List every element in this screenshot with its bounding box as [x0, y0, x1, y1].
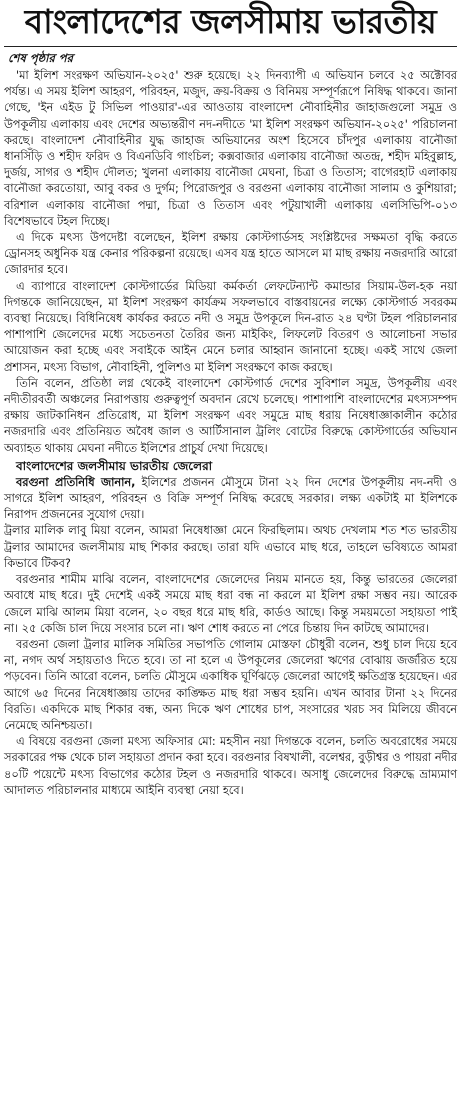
- continued-label: শেষ পৃষ্ঠার পর: [8, 51, 73, 65]
- paragraph-1: 'মা ইলিশ সংরক্ষণ অভিযান-২০২৫' শুরু হয়েছে। ২২ দিনব্যাপী এ অভিযান চলবে ২৫ অক্টোবর পর্যন্ত। এ সময় ইলিশ আহরণ, পরিবহন, মজুদ, ক্রয়-বিক্রয় ও বিনিময় সম্পূর্ণরূপে নিষিদ্ধ থাকবে। জানা গেছে, 'ইন এইড টু সিভিল পাওয়ার'-এর আওতায় বাংলাদেশ নৌবাহিনীর জাহাজগুলো সমুদ্র ও উপকূলীয় এলাকায় এবং দেশের অভ্যন্তরীণ নদ-নদীতে 'মা ইলিশ সংরক্ষণ অভিযান-২০২৫' পরিচালনা করছে। বাংলাদেশ নৌবাহিনীর যুদ্ধ জাহাজ অভিযানের অংশ হিসেবে চাঁদপুর এলাকায় বানৌজা ধানসিঁড়ি ও শহীদ ফরিদ ও বিএনডিবি গাংচিল; কক্সবাজার এলাকায় বানৌজা অতন্দ্র, শহীদ মহিবুল্লাহ, দুর্জয়, সাগর ও শহীদ দৌলত; খুলনা এলাকায় বানৌজা মেঘনা, চিত্রা ও তিতাস; বাগেরহাট এলাকায় বানৌজা করতোয়া, আবু বকর ও দুর্গম; পিরোজপুর ও বরগুনা এলাকায় বানৌজা সালাম ও কুশিয়ারা; বরিশাল এলাকায় বানৌজা পদ্মা, চিত্রা ও তিতাস এবং পটুয়াখালী এলাকায় এলসিভিপি-০১৩ বিশেষভাবে টহল দিচ্ছে।: [4, 69, 457, 228]
- headline-divider: [4, 46, 457, 47]
- subheading: বাংলাদেশের জলসীমায় ভারতীয় জেলেরা: [16, 458, 213, 473]
- lead-paragraph: [4, 475, 457, 524]
- headline: বাংলাদেশের জলসীমায় ভারতীয়: [24, 2, 437, 41]
- paragraph-2: এ দিকে মৎস্য উপদেষ্টা বলেছেন, ইলিশ রক্ষায় কোস্টগার্ডসহ সংশ্লিষ্টদের সক্ষমতা বৃদ্ধি করতে ড্রোনসহ অধুনিক যন্ত্র কেনার পরিকল্পনা রয়েছে। এসব যন্ত্র হাতে আসলে মা মাছ রক্ষায় নজরদারি আরো জোরদার হবে।: [4, 231, 457, 277]
- paragraph-6: বরগুনার শামীম মাঝি বলেন, বাংলাদেশের জেলেদের নিয়ম মানতে হয়, কিন্তু ভারতের জেলেরা অবাধে মাছ ধরে। দুই দেশেই একই সময়ে মাছ ধরা বন্ধ না করলে মা ইলিশ রক্ষা সম্ভব নয়। আরেক জেলে মাঝি আলম মিয়া বলেন, ২০ বছর ধরে মাছ ধরি, কার্ডও আছে। কিন্তু সময়মতো সহায়তা পাই না। ২৫ কেজি চাল দিয়ে সংসার চলে না। ঋণ শোধ করতে না পেরে চিন্তায় দিন কাটছে আমাদের।: [4, 573, 457, 635]
- lead-text: ইলিশের প্রজনন মৌসুমে টানা ২২ দিন দেশের উপকূলীয় নদ-নদী ও সাগরে ইলিশ আহরণ, পরিবহন ও বিক্রি সম্পূর্ণ নিষিদ্ধ করেছে সরকার। লক্ষ্য একটাই মা ইলিশকে নিরাপদ প্রজননের সুযোগ দেয়া।: [4, 475, 457, 522]
- paragraph-5: ট্রলার মালিক লাবু মিয়া বলেন, আমরা নিষেধাজ্ঞা মেনে ফিরছিলাম। অথচ দেখলাম শত শত ভারতীয় ট্রলার আমাদের জলসীমায় মাছ শিকার করছে। তারা যদি এভাবে মাছ ধরে, তাহলে ভবিষ্যতে আমরা কিভাবে টিকব?: [4, 524, 457, 570]
- paragraph-4: তিনি বলেন, প্রতিষ্ঠা লগ্ন থেকেই বাংলাদেশ কোস্টগার্ড দেশের সুবিশাল সমুদ্র, উপকূলীয় এবং নদীতীরবর্তী অঞ্চলের নিরাপত্তায় গুরুত্বপূর্ণ অবদান রেখে চলেছে। পাশাপাশি বাংলাদেশের মৎস্যসম্পদ রক্ষায় জাটকানিধন প্রতিরোধ, মা ইলিশ সংরক্ষণ এবং সমুদ্রে মাছ ধরায় নিষেধাজ্ঞাকালীন কঠোর নজরদারি এবং প্রতিনিয়ত অবৈধ জাল ও আর্টিসানাল ট্রলিং বোটের বিরুদ্ধে কোস্টগার্ডের অভিযান অব্যাহত থাকায় মেঘনা নদীতে ইলিশের প্রাচুর্য দেখা দিয়েছে।: [4, 376, 457, 455]
- paragraph-3: এ ব্যাপারে বাংলাদেশ কোস্টগার্ডের মিডিয়া কর্মকর্তা লেফটেন্যান্ট কমান্ডার সিয়াম-উল-হক নয়া দিগন্তকে জানিয়েছেন, মা ইলিশ সংরক্ষণ কার্যক্রম সফলভাবে বাস্তবায়নের লক্ষ্যে কোস্টগার্ড সবরকম ব্যবস্থা নিয়েছে। বিধিনিষেধ কার্যকর করতে নদী ও সমুদ্র উপকূলে দিন-রাত ২৪ ঘণ্টা টহল পরিচালনার পাশাপাশি জেলেদের মধ্যে সচেতনতা তৈরির জন্য মাইকিং, লিফলেট বিতরণ ও আলোচনা সভার আয়োজন করা হচ্ছে এবং সবাইকে আইন মেনে চলার আহ্বান জানানো হচ্ছে। একই সাথে জেলা প্রশাসন, মৎস্য বিভাগ, নৌবাহিনী, পুলিশও মা ইলিশ সংরক্ষণে কাজ করছে।: [4, 279, 457, 374]
- lead-label: বরগুনা প্রতিনিধি জানান,: [16, 475, 136, 489]
- paragraph-8: এ বিষয়ে বরগুনা জেলা মৎস্য অফিসার মো: মহসীন নয়া দিগন্তকে বলেন, চলতি অবরোধের সময়ে সরকারের পক্ষ থেকে চাল সহায়তা প্রদান করা হবে। বরগুনার বিষখালী, বলেশ্বর, বুড়ীশ্বর ও পায়রা নদীর ৪০টি পয়েন্টে মৎস্য বিভাগের কঠোর টহল ও নজরদারি থাকবে। অসাধু জেলেদের বিরুদ্ধে ভ্রাম্যমাণ আদালত পরিচালনার মাধ্যমে আইনি ব্যবস্থা নেয়া হবে।: [4, 735, 457, 797]
- paragraph-7: বরগুনা জেলা ট্রলার মালিক সমিতির সভাপতি গোলাম মোস্তফা চৌধুরী বলেন, শুধু চাল দিয়ে হবে না, নগদ অর্থ সহায়তাও দিতে হবে। তা না হলে এ উপকূলের জেলেরা ঋণের বোঝায় জর্জরিত হয়ে পড়বেন। তিনি আরো বলেন, চলতি মৌসুমে একাধিক ঘূর্ণিঝড়ে জেলেরা আগেই ক্ষতিগ্রস্ত হয়েছেন। এর আগে ৬৫ দিনের নিষেধাজ্ঞায় তাদের কাঙ্ক্ষিত মাছ ধরা সম্ভব হয়নি। এখন আবার টানা ২২ দিনের বিরতি। একদিকে মাছ শিকার বন্ধ, অন্য দিকে ঋণ শোধের চাপ, সংসারের খরচ সব মিলিয়ে জীবনে নেমেছে অনিশ্চয়তা।: [4, 637, 457, 732]
